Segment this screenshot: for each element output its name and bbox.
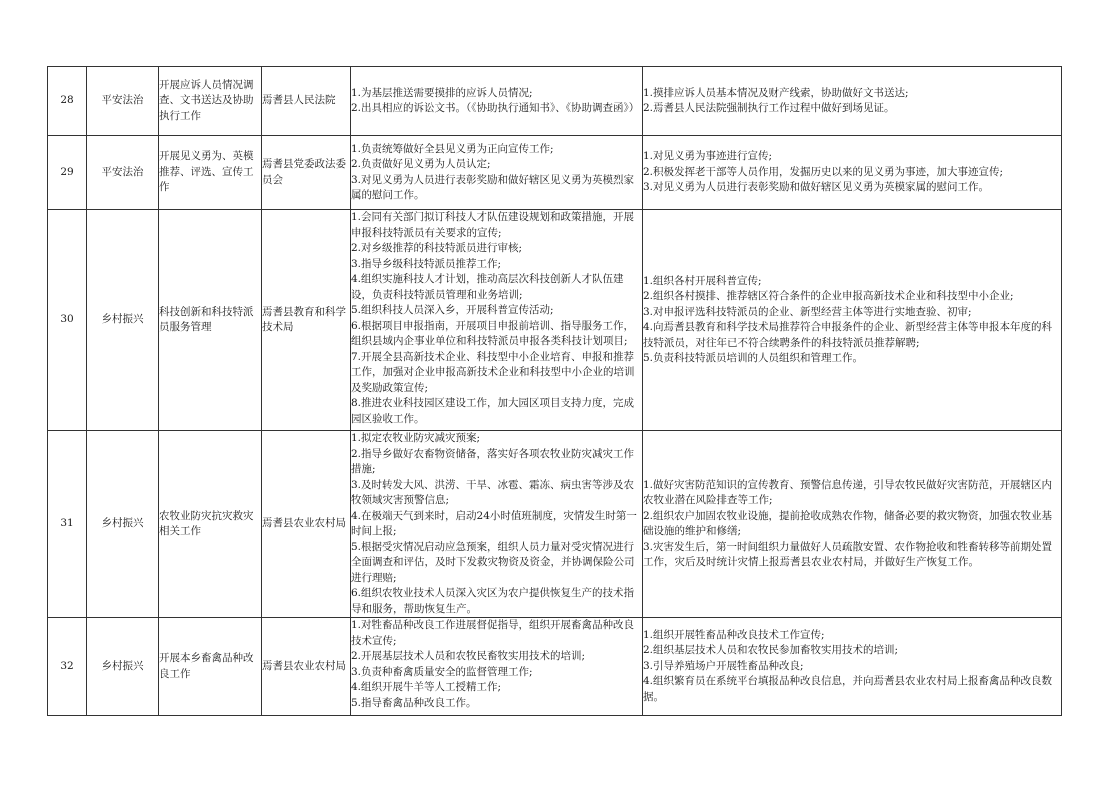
- table-body: [48, 67, 1062, 716]
- county-duties-cell: [351, 67, 643, 136]
- county-duty-line: 6.组织农牧业技术人员深入灾区为农户提供恢复生产的技术指导和服务，帮助恢复生产。: [351, 587, 635, 615]
- county-duty-line: 3.指导乡级科技特派员推荐工作;: [351, 257, 502, 270]
- category-cell: 平安法治: [87, 136, 159, 210]
- table-row: [48, 431, 1062, 618]
- responsibility-table: [47, 66, 1062, 716]
- county-duty-line: 5.指导畜禽品种改良工作。: [351, 696, 477, 709]
- town-duty-line: 2.组织基层技术人员和农牧民参加畜牧实用技术的培训;: [643, 644, 899, 657]
- town-duties-cell: [643, 431, 1062, 618]
- town-duty-line: 2.焉耆县人民法院强制执行工作过程中做好到场见证。: [643, 102, 895, 114]
- row-number: 28: [48, 67, 87, 136]
- item-cell: 农牧业防灾抗灾救灾相关工作: [159, 431, 262, 618]
- county-duty-line: 6.根据项目申报指南，开展项目申报前培训、指导服务工作，组织县域内企事业单位和科技特派员申报各类科技计划项目;: [351, 319, 635, 347]
- county-duty-line: 1.拟定农牧业防灾减灾预案;: [351, 432, 481, 444]
- town-duty-line: 1.组织各村开展科普宣传;: [643, 274, 762, 287]
- department-cell: 焉耆县农业农村局: [262, 431, 351, 618]
- item-cell: 开展见义勇为、英模推荐、评选、宣传工作: [159, 136, 262, 210]
- town-duty-line: 2.积极发挥老干部等人员作用，发掘历史以来的见义勇为事迹，加大事迹宣传;: [643, 165, 1004, 178]
- department-cell: 焉耆县农业农村局: [262, 618, 351, 716]
- item-cell: 开展本乡畜禽品种改良工作: [159, 618, 262, 716]
- town-duty-line: 4.向焉耆县教育和科学技术局推荐符合申报条件的企业、新型经营主体等申报本年度的科技特派员，对往年已不符合续聘条件的科技特派员推荐解聘;: [643, 321, 1053, 349]
- county-duties-cell: [351, 431, 643, 618]
- category-cell: 乡村振兴: [87, 431, 159, 618]
- department-cell: 焉耆县人民法院: [262, 67, 351, 136]
- town-duty-line: 3.灾害发生后，第一时间组织力量做好人员疏散安置、农作物抢收和牲畜转移等前期处置工作，灾后及时统计灾情上报焉耆县农业农村局，并做好生产恢复工作。: [643, 540, 1053, 568]
- county-duty-line: 3.及时转发大风、洪涝、干旱、冰雹、霜冻、病虫害等涉及农牧领域灾害预警信息;: [351, 478, 635, 506]
- department-cell: 焉耆县党委政法委员会: [262, 136, 351, 210]
- category-cell: 乡村振兴: [87, 618, 159, 716]
- county-duty-line: 1.为基层推送需要摸排的应诉人员情况;: [351, 86, 533, 99]
- row-number: 32: [48, 618, 87, 716]
- town-duty-line: 1.对见义勇为事迹进行宣传;: [643, 150, 773, 163]
- town-duties-cell: [643, 136, 1062, 210]
- county-duty-line: 2.负责做好见义勇为人员认定;: [351, 158, 491, 170]
- responsibility-table-page: [47, 66, 1061, 716]
- county-duty-line: 3.对见义勇为人员进行表彰奖励和做好辖区见义勇为英模烈家属的慰问工作。: [351, 173, 635, 201]
- county-duties-cell: [351, 618, 643, 716]
- town-duty-line: 3.对见义勇为人员进行表彰奖励和做好辖区见义勇为英模家属的慰问工作。: [643, 181, 990, 194]
- county-duty-line: 1.负责统筹做好全县见义勇为正向宣传工作;: [351, 142, 554, 155]
- department-cell: 焉耆县教育和科学技术局: [262, 210, 351, 431]
- category-cell: 乡村振兴: [87, 210, 159, 431]
- town-duty-line: 1.组织开展牲畜品种改良技术工作宣传;: [643, 628, 825, 641]
- county-duty-line: 4.在极端天气到来时，启动24小时值班制度，灾情发生时第一时间上报;: [351, 509, 637, 537]
- row-number: 31: [48, 431, 87, 618]
- town-duty-line: 1.摸排应诉人员基本情况及财产线索，协助做好文书送达;: [643, 86, 909, 99]
- town-duty-line: 2.组织各村摸排、推荐辖区符合条件的企业申报高新技术企业和科技型中小企业;: [643, 290, 1014, 302]
- town-duty-line: 5.负责科技特派员培训的人员组织和管理工作。: [643, 352, 864, 364]
- county-duty-line: 1.对牲畜品种改良工作进展督促指导，组织开展畜禽品种改良技术宣传;: [351, 619, 635, 647]
- town-duties-cell: [643, 67, 1062, 136]
- county-duty-line: 2.对乡级推荐的科技特派员进行审核;: [351, 242, 523, 254]
- county-duty-line: 2.开展基层技术人员和农牧民畜牧实用技术的培训;: [351, 650, 586, 662]
- town-duties-cell: [643, 210, 1062, 431]
- county-duty-line: 2.出具相应的诉讼文书。（《协助执行通知书》、《协助调查函》）: [351, 102, 640, 114]
- county-duty-line: 5.组织科技人员深入乡，开展科普宣传活动;: [351, 304, 554, 316]
- row-number: 30: [48, 210, 87, 431]
- county-duty-line: 8.推进农业科技园区建设工作，加大园区项目支持力度，完成园区验收工作。: [351, 397, 635, 425]
- county-duty-line: 4.组织实施科技人才计划，推动高层次科技创新人才队伍建设，负责科技特派员管理和业务培训;: [351, 273, 624, 301]
- county-duties-cell: [351, 136, 643, 210]
- table-row: [48, 136, 1062, 210]
- county-duty-line: 5.根据受灾情况启动应急预案，组织人员力量对受灾情况进行全面调查和评估，及时下发救灾物资及资金，并协调保险公司进行理赔;: [351, 540, 635, 584]
- town-duty-line: 3.引导养殖场户开展牲畜品种改良;: [643, 659, 804, 672]
- town-duties-cell: [643, 618, 1062, 716]
- county-duty-line: 7.开展全县高新技术企业、科技型中小企业培育、申报和推荐工作，加强对企业申报高新技术企业和科技型中小企业的培训及奖励政策宣传;: [351, 350, 635, 394]
- table-row: [48, 618, 1062, 716]
- county-duty-line: 2.指导乡做好农畜物资储备，落实好各项农牧业防灾减灾工作措施;: [351, 447, 635, 475]
- county-duty-line: 1.会同有关部门拟订科技人才队伍建设规划和政策措施，开展申报科技特派员有关要求的宣传;: [351, 211, 635, 239]
- table-row: [48, 67, 1062, 136]
- county-duty-line: 3.负责种畜禽质量安全的监督管理工作;: [351, 665, 533, 678]
- town-duty-line: 2.组织农户加固农牧业设施，提前抢收成熟农作物，储备必要的救灾物资，加强农牧业基础设施的维护和修缮;: [643, 509, 1053, 537]
- item-cell: 科技创新和科技特派员服务管理: [159, 210, 262, 431]
- town-duty-line: 1.做好灾害防范知识的宣传教育、预警信息传递，引导农牧民做好灾害防范，开展辖区内农牧业潜在风险排查等工作;: [643, 478, 1053, 506]
- table-row: [48, 210, 1062, 431]
- town-duty-line: 4.组织繁育员在系统平台填报品种改良信息，并向焉耆县农业农村局上报畜禽品种改良数据。: [643, 675, 1053, 703]
- row-number: 29: [48, 136, 87, 210]
- category-cell: 平安法治: [87, 67, 159, 136]
- county-duty-line: 4.组织开展牛羊等人工授精工作;: [351, 681, 502, 693]
- item-cell: 开展应诉人员情况调查、文书送达及协助执行工作: [159, 67, 262, 136]
- town-duty-line: 3.对申报评选科技特派员的企业、新型经营主体等进行实地查验、初审;: [643, 305, 972, 318]
- county-duties-cell: [351, 210, 643, 431]
